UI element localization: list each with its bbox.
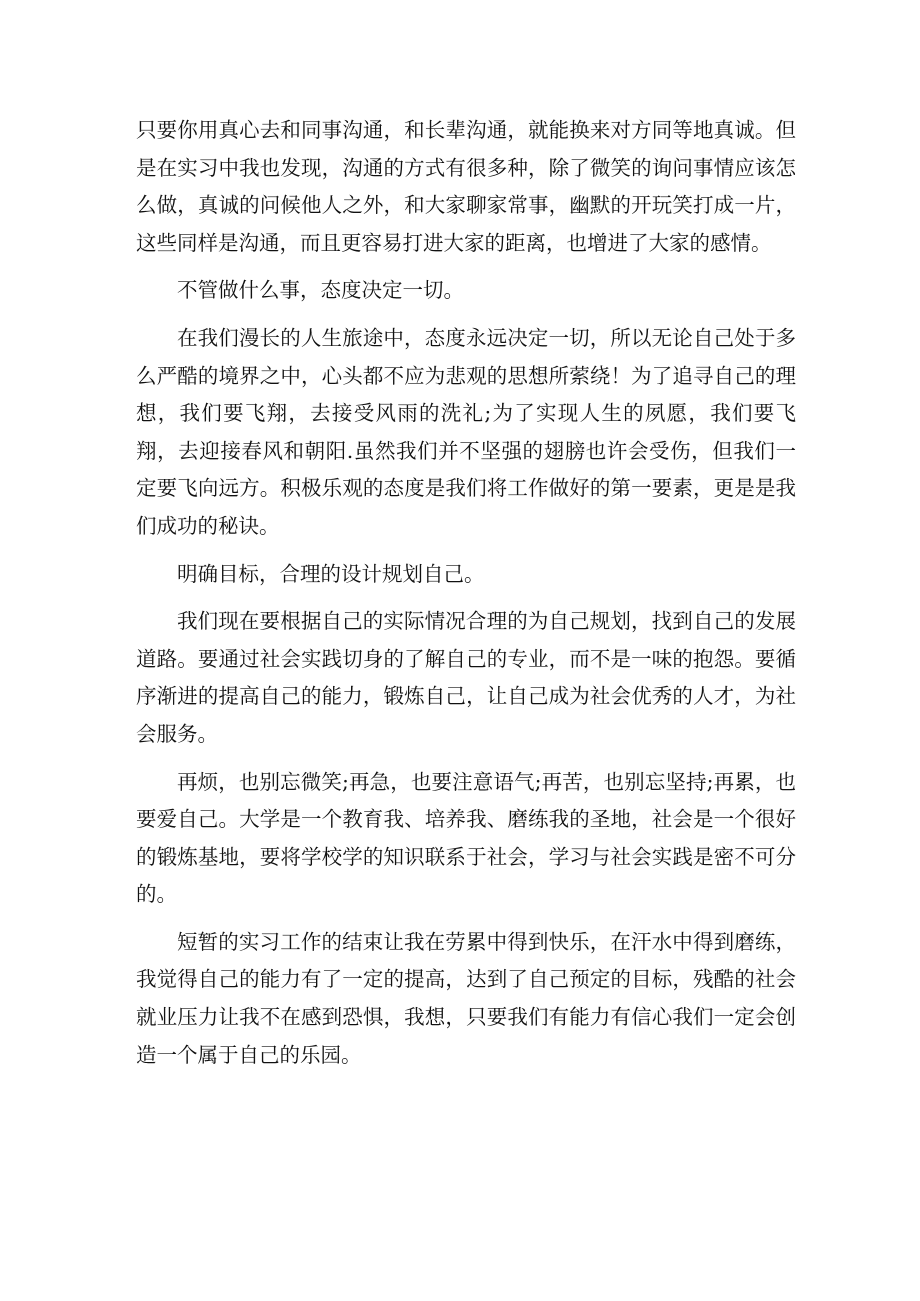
paragraph-attitude: 在我们漫长的人生旅途中，态度永远决定一切，所以无论自己处于多么严酷的境界之中，心头都不应为悲观的思想所萦绕！为了追寻自己的理想，我们要飞翔，去接受风雨的洗礼;为了实现人生的夙愿，我们要飞翔，去迎接春风和朝阳.虽然我们并不坚强的翅膀也许会受伤，但我们一定要飞向远方。积极乐观的态度是我们将工作做好的第一要素，更是是我们成功的秘诀。 — [136, 325, 796, 538]
paragraph-conclusion: 短暂的实习工作的结束让我在劳累中得到快乐，在汗水中得到磨练，我觉得自己的能力有了一定的提高，达到了自己预定的目标，残酷的社会就业压力让我不在感到恐惧，我想，只要我们有能力有信心我们一定会创造一个属于自己的乐园。 — [136, 929, 796, 1067]
paragraph-goals: 我们现在要根据自己的实际情况合理的为自己规划，找到自己的发展道路。要通过社会实践切身的了解自己的专业，而不是一味的抱怨。要循序渐进的提高自己的能力，锻炼自己，让自己成为社会优秀的人才，为社会服务。 — [136, 609, 796, 746]
paragraph-smile: 再烦，也别忘微笑;再急，也要注意语气;再苦，也别忘坚持;再累，也要爱自己。大学是一个教育我、培养我、磨练我的圣地，社会是一个很好的锻炼基地，要将学校学的知识联系于社会，学习与社会实践是密不可分的。 — [136, 769, 796, 907]
paragraph-goals-heading: 明确目标，合理的设计规划自己。 — [177, 561, 485, 586]
paragraph-attitude-heading: 不管做什么事，态度决定一切。 — [177, 278, 464, 303]
document-body — [136, 112, 796, 1074]
paragraph-communication: 只要你用真心去和同事沟通，和长辈沟通，就能换来对方同等地真诚。但是在实习中我也发现，沟通的方式有很多种，除了微笑的询问事情应该怎么做，真诚的问候他人之外，和大家聊家常事，幽默的开玩笑打成一片，这些同样是沟通，而且更容易打进大家的距离，也增进了大家的感情。 — [136, 118, 796, 255]
